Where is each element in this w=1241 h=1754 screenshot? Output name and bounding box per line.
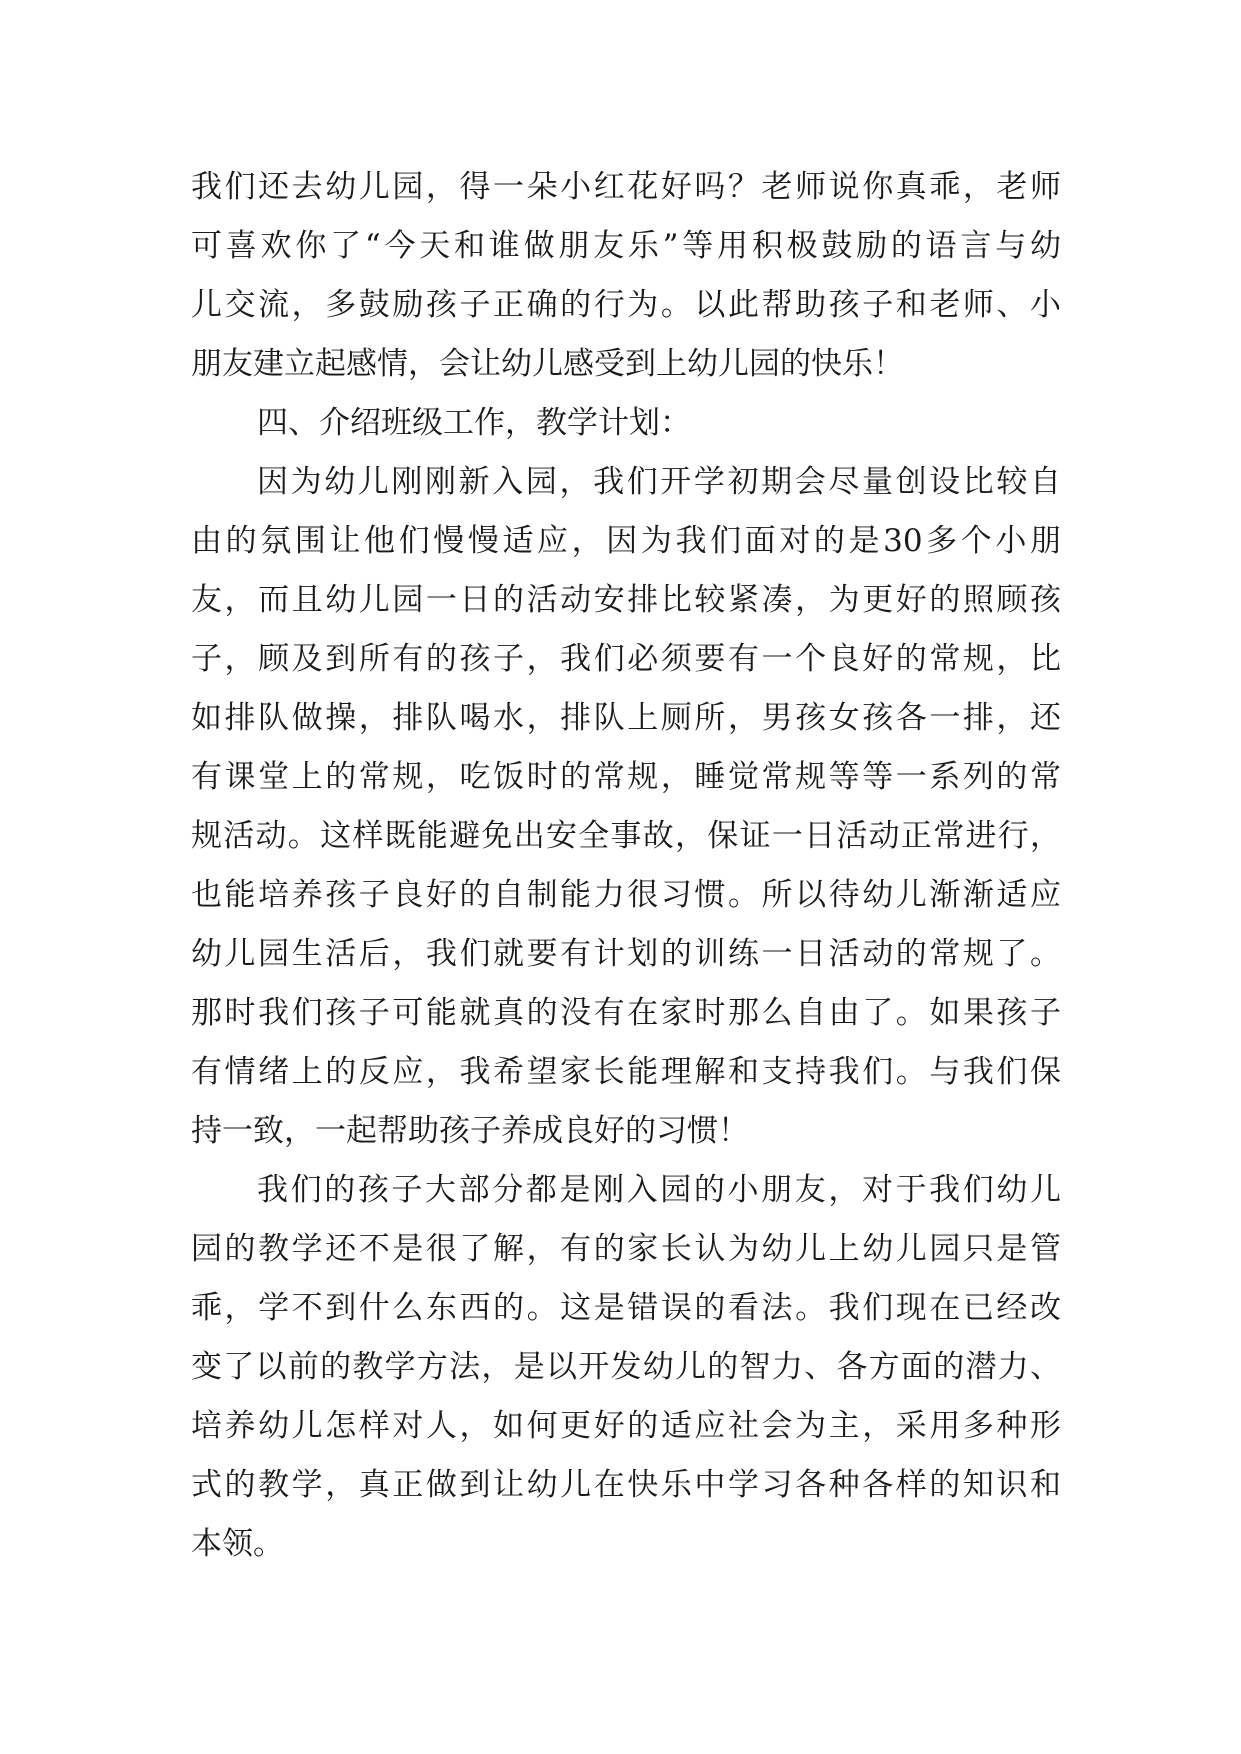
text-line: 有情绪上的反应，我希望家长能理解和支持我们。与我们保: [191, 1054, 1061, 1090]
text-line: 我们还去幼儿园，得一朵小红花好吗？老师说你真乖，老师: [191, 169, 1061, 205]
text-line: 本领。: [191, 1526, 284, 1562]
text-line: 友，而且幼儿园一日的活动安排比较紧凑，为更好的照顾孩: [191, 582, 1061, 618]
body-text: [191, 158, 1061, 1574]
text-line: 由的氛围让他们慢慢适应，因为我们面对的是30多个小朋: [191, 523, 1061, 559]
section-heading: [191, 394, 1061, 453]
paragraph: [191, 1161, 1061, 1574]
text-line: 也能培养孩子良好的自制能力很习惯。所以待幼儿渐渐适应: [191, 877, 1061, 913]
text-line: 儿交流，多鼓励孩子正确的行为。以此帮助孩子和老师、小: [191, 287, 1061, 323]
text-line: 规活动。这样既能避免出安全事故，保证一日活动正常进行，: [191, 818, 1061, 854]
text-line: 可喜欢你了“今天和谁做朋友乐”等用积极鼓励的语言与幼: [191, 228, 1061, 264]
section-heading-text: 四、介绍班级工作，教学计划：: [257, 405, 691, 441]
text-line: 园的教学还不是很了解，有的家长认为幼儿上幼儿园只是管: [191, 1231, 1061, 1267]
paragraph: [191, 453, 1061, 1161]
text-line: 幼儿园生活后，我们就要有计划的训练一日活动的常规了。: [191, 936, 1061, 972]
text-line: 培养幼儿怎样对人，如何更好的适应社会为主，采用多种形: [191, 1408, 1061, 1444]
text-line: 朋友建立起感情，会让幼儿感受到上幼儿园的快乐！: [191, 346, 904, 382]
text-line: 因为幼儿刚刚新入园，我们开学初期会尽量创设比较自: [257, 464, 1061, 500]
text-line: 如排队做操，排队喝水，排队上厕所，男孩女孩各一排，还: [191, 700, 1061, 736]
text-line: 我们的孩子大部分都是刚入园的小朋友，对于我们幼儿: [257, 1172, 1061, 1208]
text-line: 子，顾及到所有的孩子，我们必须要有一个良好的常规，比: [191, 641, 1061, 677]
text-line: 变了以前的教学方法，是以开发幼儿的智力、各方面的潜力、: [191, 1349, 1061, 1385]
text-line: 乖，学不到什么东西的。这是错误的看法。我们现在已经改: [191, 1290, 1061, 1326]
text-line: 有课堂上的常规，吃饭时的常规，睡觉常规等等一系列的常: [191, 759, 1061, 795]
text-line: 持一致，一起帮助孩子养成良好的习惯！: [191, 1113, 749, 1149]
paragraph-continuation: [191, 158, 1061, 394]
text-line: 那时我们孩子可能就真的没有在家时那么自由了。如果孩子: [191, 995, 1061, 1031]
text-line: 式的教学，真正做到让幼儿在快乐中学习各种各样的知识和: [191, 1467, 1061, 1503]
